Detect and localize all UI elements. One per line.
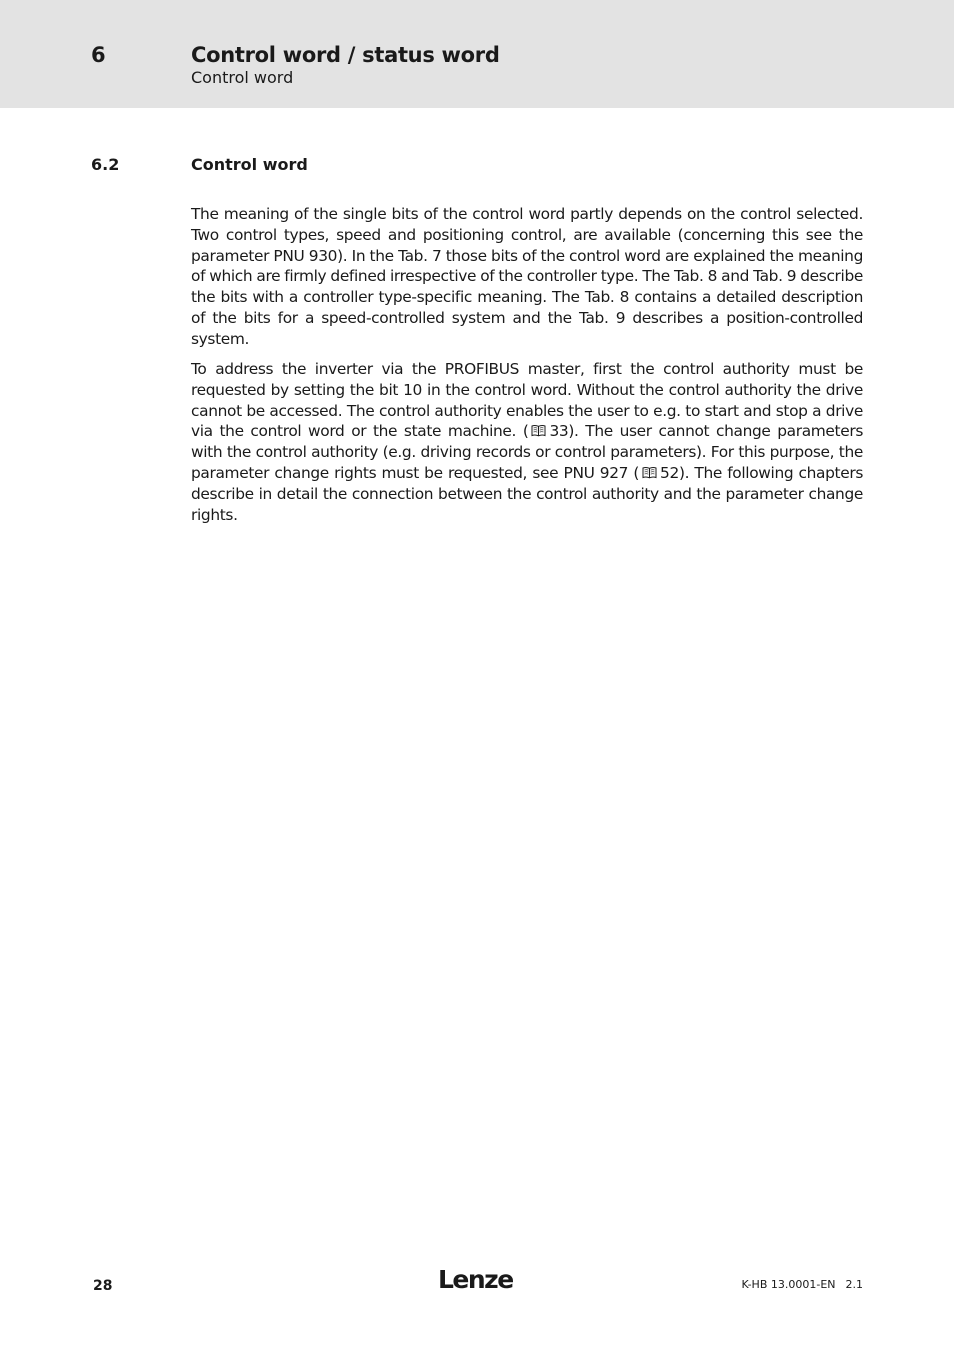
lenze-logo: [436, 1262, 516, 1298]
doc-version: 2.1: [845, 1278, 863, 1291]
logo-text: Lenze: [438, 1265, 513, 1294]
book-icon: [531, 421, 546, 442]
chapter-title: Control word / status word: [191, 43, 500, 67]
paragraph-text: ). The following chapters describe in detail the connection between the control authority and the parameter change rights.: [191, 463, 863, 524]
body-paragraph-2: [191, 359, 863, 525]
paragraph-text: To address the inverter via the PROFIBUS master, first the control authority must be requested by setting the bit 10 in the control word. Without the control authority the drive cannot be accessed. The control authority enables the user to e.g. to start and stop a drive via the control word or the state machine. (: [191, 360, 863, 441]
page-header: [0, 0, 954, 108]
page-ref-2[interactable]: 52: [660, 463, 679, 482]
page-number: 28: [93, 1278, 113, 1294]
doc-number: K-HB 13.0001-EN: [741, 1278, 836, 1291]
page-ref-1[interactable]: 33: [549, 422, 569, 441]
chapter-subtitle: Control word: [191, 68, 294, 87]
body-paragraph-1: The meaning of the single bits of the control word partly depends on the control selected. Two control types, speed and positioning control, are available (concerning this see the parameter PNU 930). In the Tab. 7 those bits of the control word are explained the meaning of which are firmly defined irrespective of the controller type. The Tab. 8 and Tab. 9 describe the bits with a controller type-specific meaning. The Tab. 8 contains a detailed description of the bits for a speed-controlled system and the Tab. 9 describes a position-controlled system.: [191, 205, 863, 348]
section-title: Control word: [191, 155, 308, 174]
book-icon: [642, 463, 657, 484]
document-id: [742, 1278, 863, 1292]
chapter-number: 6: [91, 43, 106, 67]
section-number: 6.2: [91, 155, 120, 174]
paragraph-text: ). The user cannot change parameters with the control authority (e.g. driving records or control parameters). For this purpose, the parameter change rights must be requested, see PNU 927 (: [191, 422, 864, 482]
